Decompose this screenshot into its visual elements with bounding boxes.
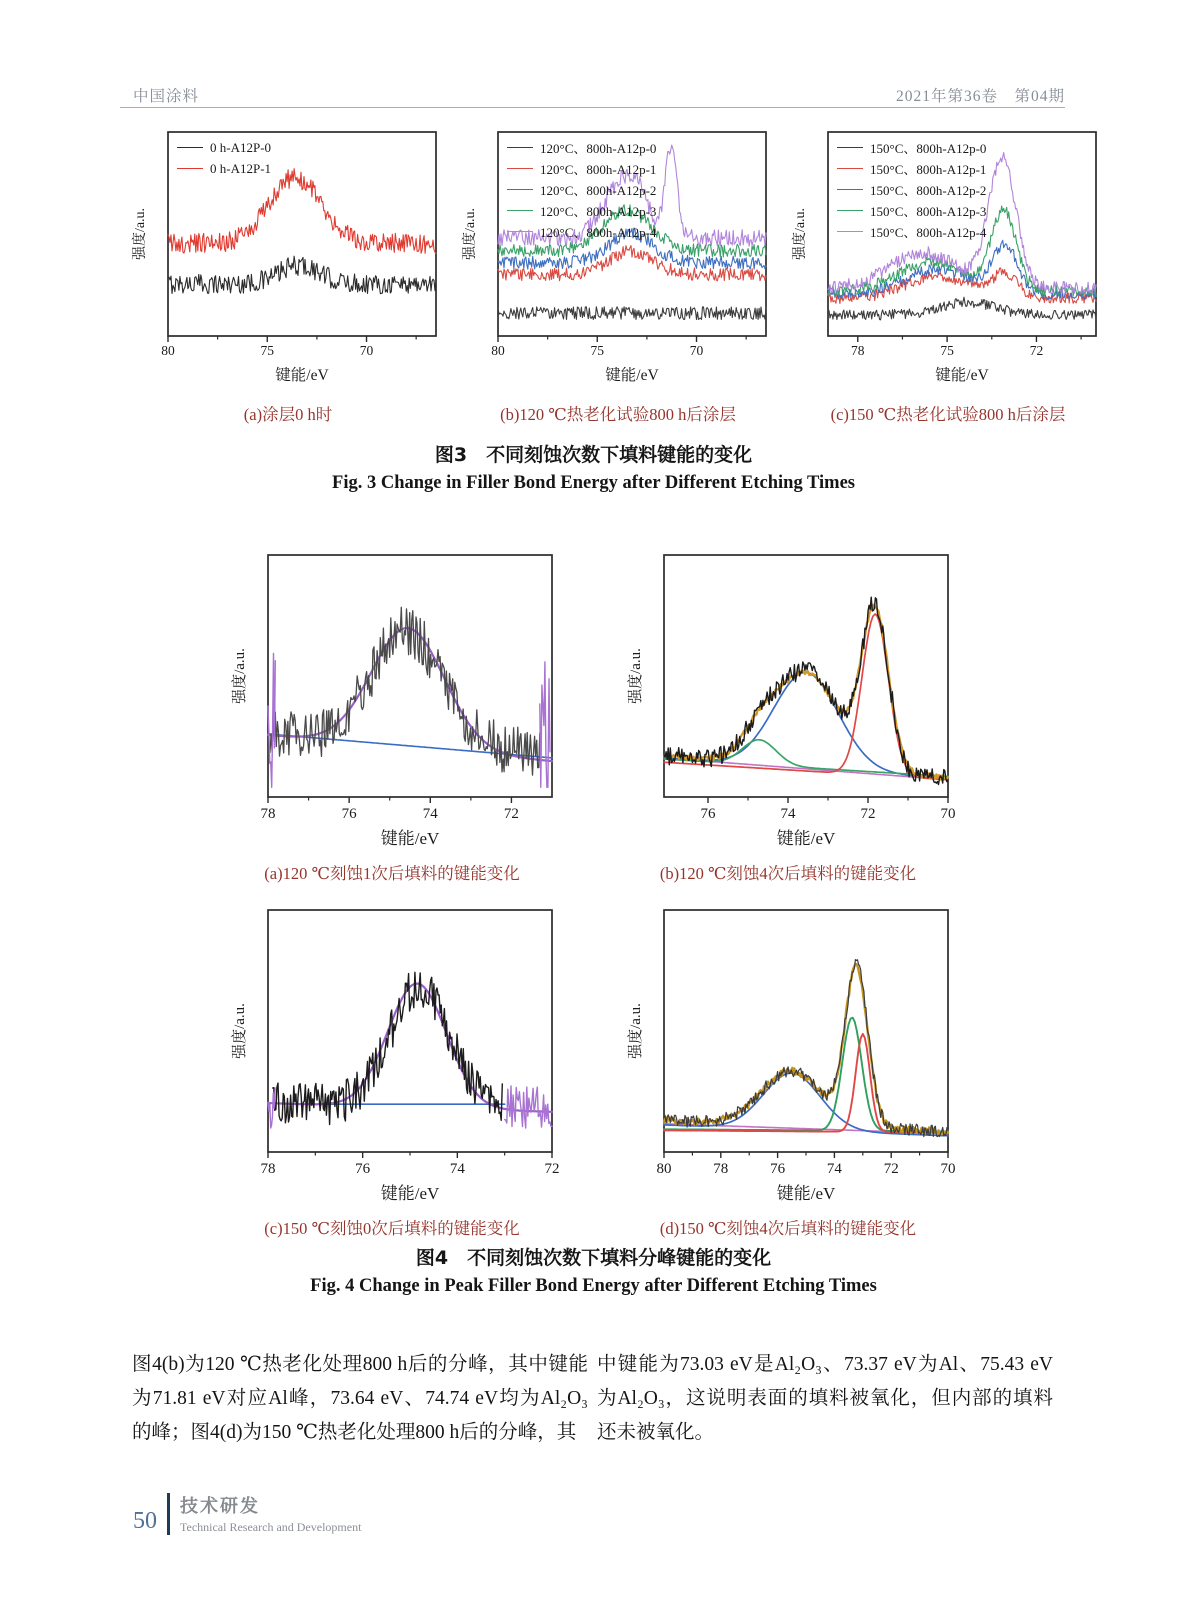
svg-text:70: 70 [689,343,704,358]
xps-fit-chart-150c-etch4 [618,900,958,1213]
legend-entry [507,221,656,242]
svg-text:强度/a.u.: 强度/a.u. [628,648,644,704]
legend-label: 150°C、800h-A12p-2 [870,183,987,198]
legend-label: 0 h-A12P-0 [210,139,272,155]
svg-text:键能/eV: 键能/eV [380,829,440,848]
xps-chart-0h [128,122,448,399]
svg-text:键能/eV: 键能/eV [776,829,836,848]
svg-text:74: 74 [826,1161,842,1177]
legend-line-swatch [507,168,533,169]
chart-legend [177,137,271,179]
chart-caption: (c)150 ℃刻蚀0次后填料的键能变化 [264,1219,520,1238]
legend-entry [507,179,656,200]
svg-text:76: 76 [700,806,716,822]
chart-caption: (b)120 ℃热老化试验800 h后涂层 [500,405,736,424]
xps-fit-chart-120c-etch1 [222,545,562,858]
svg-text:72: 72 [503,806,519,822]
figure3-chart-c [788,122,1108,425]
legend-label: 120°C、800h-A12p-0 [540,141,657,156]
xps-fit-chart-120c-etch4 [618,545,958,858]
legend-label: 150°C、800h-A12p-0 [870,141,987,156]
legend-label: 150°C、800h-A12p-3 [870,204,987,219]
svg-text:74: 74 [422,806,438,822]
legend-label: 120°C、800h-A12p-1 [540,162,657,177]
issue-info: 2021年第36卷 第04期 [895,88,1065,105]
figure4-chart-row-bottom [222,900,958,1239]
xps-chart-150c-800h [788,122,1108,399]
svg-text:70: 70 [940,1161,956,1177]
page-header [133,84,1065,106]
svg-text:72: 72 [883,1161,899,1177]
footer-section-en: Technical Research and Development [180,1520,362,1534]
figure4-chart-a [222,545,562,884]
footer-section [180,1492,361,1535]
svg-text:74: 74 [780,806,796,822]
svg-text:78: 78 [851,343,865,358]
page-footer [133,1492,361,1535]
figure4-chart-d [618,900,958,1239]
figure4-caption-cn: 图4 不同刻蚀次数下填料分峰键能的变化 [415,1247,772,1269]
legend-label: 120°C、800h-A12p-2 [540,183,657,198]
footer-divider-bar [167,1493,170,1535]
svg-text:78: 78 [260,1161,276,1177]
svg-text:78: 78 [260,806,276,822]
svg-text:78: 78 [713,1161,729,1177]
chart-caption: (d)150 ℃刻蚀4次后填料的键能变化 [659,1219,917,1238]
svg-text:键能/eV: 键能/eV [380,1184,440,1203]
svg-text:80: 80 [491,343,505,358]
body-text-left-column: 图4(b)为120 ℃热老化处理800 h后的分峰，其中键能为71.81 eV对应Al峰，73.64 eV、74.74 eV均为Al₂O₃的峰；图4(d)为150 ℃热老化处理800 h后的分峰，其 [132,1354,588,1443]
legend-entry [507,158,656,179]
svg-text:强度/a.u.: 强度/a.u. [463,207,478,261]
legend-label: 0 h-A12P-1 [210,160,272,176]
svg-text:70: 70 [359,343,374,358]
legend-label: 150°C、800h-A12p-4 [870,225,987,240]
header-divider [120,107,1065,108]
chart-caption: (b)120 ℃刻蚀4次后填料的键能变化 [659,864,917,883]
legend-line-swatch [177,168,203,169]
svg-text:72: 72 [860,806,876,822]
figure3-chart-a [128,122,448,425]
svg-text:72: 72 [1029,343,1044,358]
xps-fit-chart-150c-etch0 [222,900,562,1213]
chart-caption: (a)120 ℃刻蚀1次后填料的键能变化 [264,864,520,883]
journal-title: 中国涂料 [133,88,200,105]
xps-chart-120c-800h [458,122,778,399]
legend-entry [837,179,986,200]
svg-text:76: 76 [341,806,357,822]
svg-text:70: 70 [940,806,956,822]
legend-line-swatch [837,189,863,190]
legend-entry [177,137,271,158]
svg-text:76: 76 [770,1161,786,1177]
figure3-chart-b [458,122,778,425]
legend-line-swatch [177,147,203,148]
figure4-caption-en: Fig. 4 Change in Peak Filler Bond Energy after Different Etching Times [310,1276,877,1296]
legend-entry [837,221,986,242]
figure3-caption-en: Fig. 3 Change in Filler Bond Energy after Different Etching Times [332,473,855,493]
legend-line-swatch [507,231,533,232]
svg-text:74: 74 [449,1161,465,1177]
svg-text:键能/eV: 键能/eV [776,1184,836,1203]
chart-legend [507,137,656,242]
chart-caption: (a)涂层0 h时 [243,405,333,424]
legend-line-swatch [837,231,863,232]
svg-text:75: 75 [940,343,954,358]
svg-text:72: 72 [544,1161,560,1177]
footer-section-cn: 技术研发 [180,1496,260,1517]
svg-text:80: 80 [161,343,175,358]
body-text-right-column: 中键能为73.03 eV是Al₂O₃、73.37 eV为Al、75.43 eV为Al₂O₃，这说明表面的填料被氧化，但内部的填料还未被氧化。 [597,1354,1053,1443]
legend-label: 120°C、800h-A12p-4 [540,225,657,240]
legend-label: 120°C、800h-A12p-3 [540,204,657,219]
svg-text:75: 75 [260,343,275,358]
svg-text:强度/a.u.: 强度/a.u. [232,648,248,704]
figure3-caption [0,440,1187,494]
legend-line-swatch [837,210,863,211]
legend-entry [507,200,656,221]
svg-text:强度/a.u.: 强度/a.u. [133,207,148,261]
figure3-caption-cn: 图3 不同刻蚀次数下填料键能的变化 [434,444,753,466]
legend-line-swatch [837,147,863,148]
legend-line-swatch [837,168,863,169]
chart-caption: (c)150 ℃热老化试验800 h后涂层 [830,405,1066,424]
figure4-chart-row-top [222,545,958,884]
figure4-chart-c [222,900,562,1239]
svg-text:键能/eV: 键能/eV [275,367,329,384]
legend-line-swatch [507,147,533,148]
figure4-caption [0,1243,1187,1297]
legend-line-swatch [507,210,533,211]
legend-line-swatch [507,189,533,190]
svg-text:强度/a.u.: 强度/a.u. [628,1003,644,1059]
svg-text:键能/eV: 键能/eV [605,367,659,384]
legend-entry [837,158,986,179]
legend-entry [177,158,271,179]
legend-label: 150°C、800h-A12p-1 [870,162,987,177]
svg-text:75: 75 [590,343,605,358]
figure3-chart-row [128,122,1108,425]
legend-entry [507,137,656,158]
figure4-chart-b [618,545,958,884]
chart-legend [837,137,986,242]
svg-text:76: 76 [355,1161,371,1177]
svg-text:强度/a.u.: 强度/a.u. [793,207,808,261]
legend-entry [837,200,986,221]
svg-text:键能/eV: 键能/eV [935,367,989,384]
page-number: 50 [133,1508,157,1534]
svg-text:80: 80 [656,1161,672,1177]
svg-text:强度/a.u.: 强度/a.u. [232,1003,248,1059]
legend-entry [837,137,986,158]
